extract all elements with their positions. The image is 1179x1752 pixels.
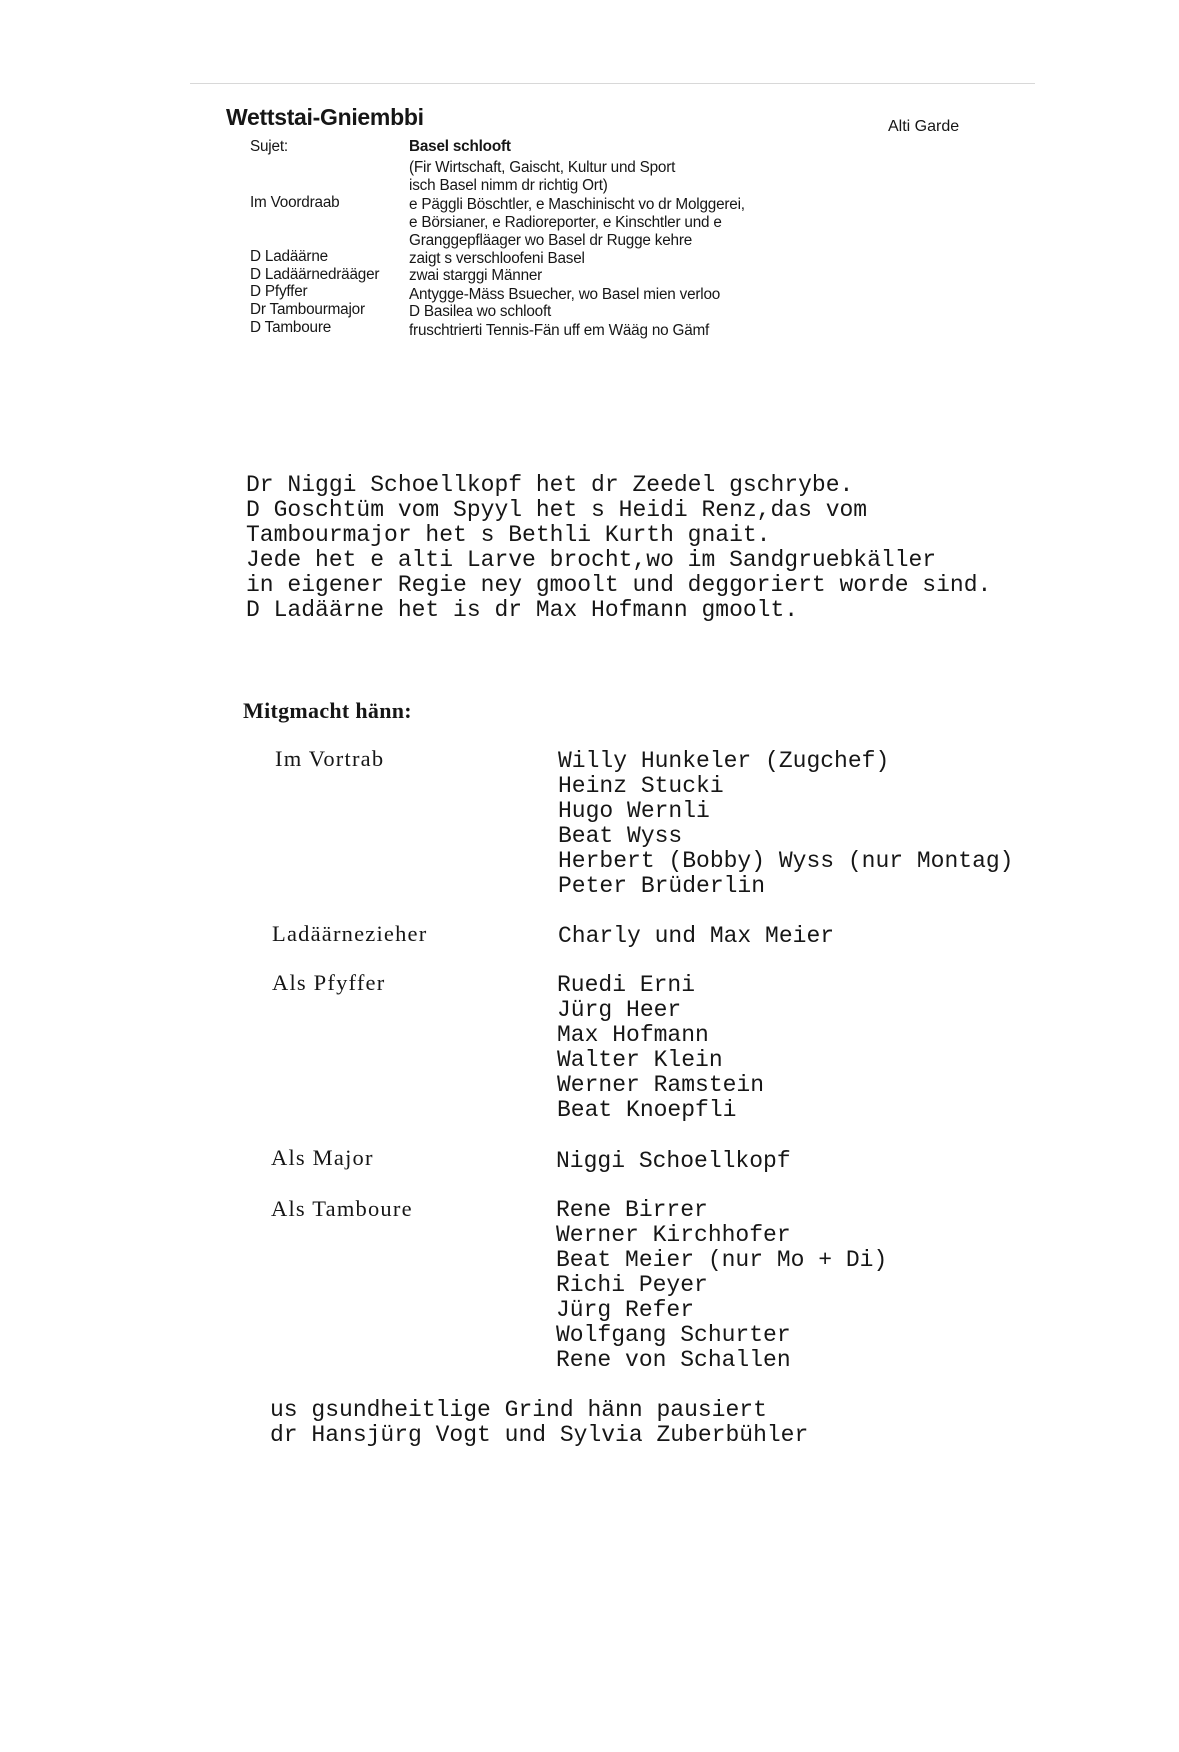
info-key: D Ladäärnedrääger (250, 266, 380, 283)
participant-name: Beat Meier (nur Mo + Di) (556, 1247, 888, 1273)
paragraph-line: in eigener Regie ney gmoolt und deggoriert worde sind. (246, 572, 992, 598)
participant-name: Wolfgang Schurter (556, 1322, 791, 1348)
participant-name: Max Hofmann (557, 1022, 709, 1048)
footer-line: us gsundheitlige Grind hänn pausiert (270, 1397, 767, 1423)
paragraph-line: Jede het e alti Larve brocht,wo im Sandgruebkäller (246, 547, 937, 573)
info-value: Granggepfläager wo Basel dr Rugge kehre (409, 232, 693, 249)
paragraph-line: D Goschtüm vom Spyyl het s Heidi Renz,das vom (246, 497, 868, 523)
participant-name: Walter Klein (557, 1047, 723, 1073)
top-rule (190, 83, 1035, 84)
participant-name: Rene Birrer (556, 1197, 708, 1223)
info-value: isch Basel nimm dr richtig Ort) (409, 177, 608, 194)
participant-name: Werner Kirchhofer (556, 1222, 791, 1248)
paragraph-line: Tambourmajor het s Bethli Kurth gnait. (246, 522, 771, 548)
participant-name: Rene von Schallen (556, 1347, 791, 1373)
participant-name: Heinz Stucki (558, 773, 724, 799)
group-name: Alti Garde (888, 118, 960, 135)
info-value: D Basilea wo schlooft (409, 303, 552, 320)
participant-name: Herbert (Bobby) Wyss (nur Montag) (558, 848, 1014, 874)
info-value: e Börsianer, e Radioreporter, e Kinschtler und e (409, 214, 722, 231)
info-value: e Päggli Böschtler, e Maschinischt vo dr Molggerei, (409, 196, 745, 213)
info-value: zaigt s verschloofeni Basel (409, 250, 585, 267)
info-value: fruschtrierti Tennis-Fän uff em Wääg no Gämf (409, 322, 710, 339)
participant-name: Beat Knoepfli (557, 1097, 737, 1123)
section-label: Als Major (271, 1145, 374, 1170)
section-label: Im Vortrab (275, 746, 385, 771)
participant-name: Jürg Heer (557, 997, 682, 1023)
info-value: Basel schlooft (409, 138, 511, 155)
participant-name: Richi Peyer (556, 1272, 708, 1298)
participant-name: Beat Wyss (558, 823, 683, 849)
participant-name: Hugo Wernli (558, 798, 710, 824)
info-key: Sujet: (250, 138, 288, 155)
info-key: D Tamboure (250, 319, 332, 336)
participant-name: Werner Ramstein (557, 1072, 765, 1098)
info-key: D Pfyffer (250, 283, 308, 300)
info-key: D Ladäärne (250, 248, 328, 265)
paragraph-line: D Ladäärne het is dr Max Hofmann gmoolt. (246, 597, 799, 623)
footer-line: dr Hansjürg Vogt und Sylvia Zuberbühler (270, 1422, 809, 1448)
info-key: Im Voordraab (250, 194, 340, 211)
participants-heading: Mitgmacht hänn: (243, 698, 412, 723)
info-value: zwai starggi Männer (409, 267, 543, 284)
participant-name: Willy Hunkeler (Zugchef) (558, 748, 890, 774)
participant-name: Niggi Schoellkopf (556, 1148, 791, 1174)
participant-name: Jürg Refer (556, 1297, 695, 1323)
clique-title: Wettstai-Gniembbi (226, 104, 424, 130)
info-value: Antygge-Mäss Bsuecher, wo Basel mien verloo (409, 286, 721, 303)
section-label: Als Pfyffer (272, 970, 386, 995)
info-value: (Fir Wirtschaft, Gaischt, Kultur und Sport (409, 159, 676, 176)
info-key: Dr Tambourmajor (250, 301, 365, 318)
participant-name: Peter Brüderlin (558, 873, 766, 899)
participant-name: Ruedi Erni (557, 972, 696, 998)
section-label: Als Tamboure (271, 1196, 413, 1221)
participant-name: Charly und Max Meier (558, 923, 835, 949)
paragraph-line: Dr Niggi Schoellkopf het dr Zeedel gschrybe. (246, 472, 854, 498)
section-label: Ladäärnezieher (272, 921, 428, 946)
